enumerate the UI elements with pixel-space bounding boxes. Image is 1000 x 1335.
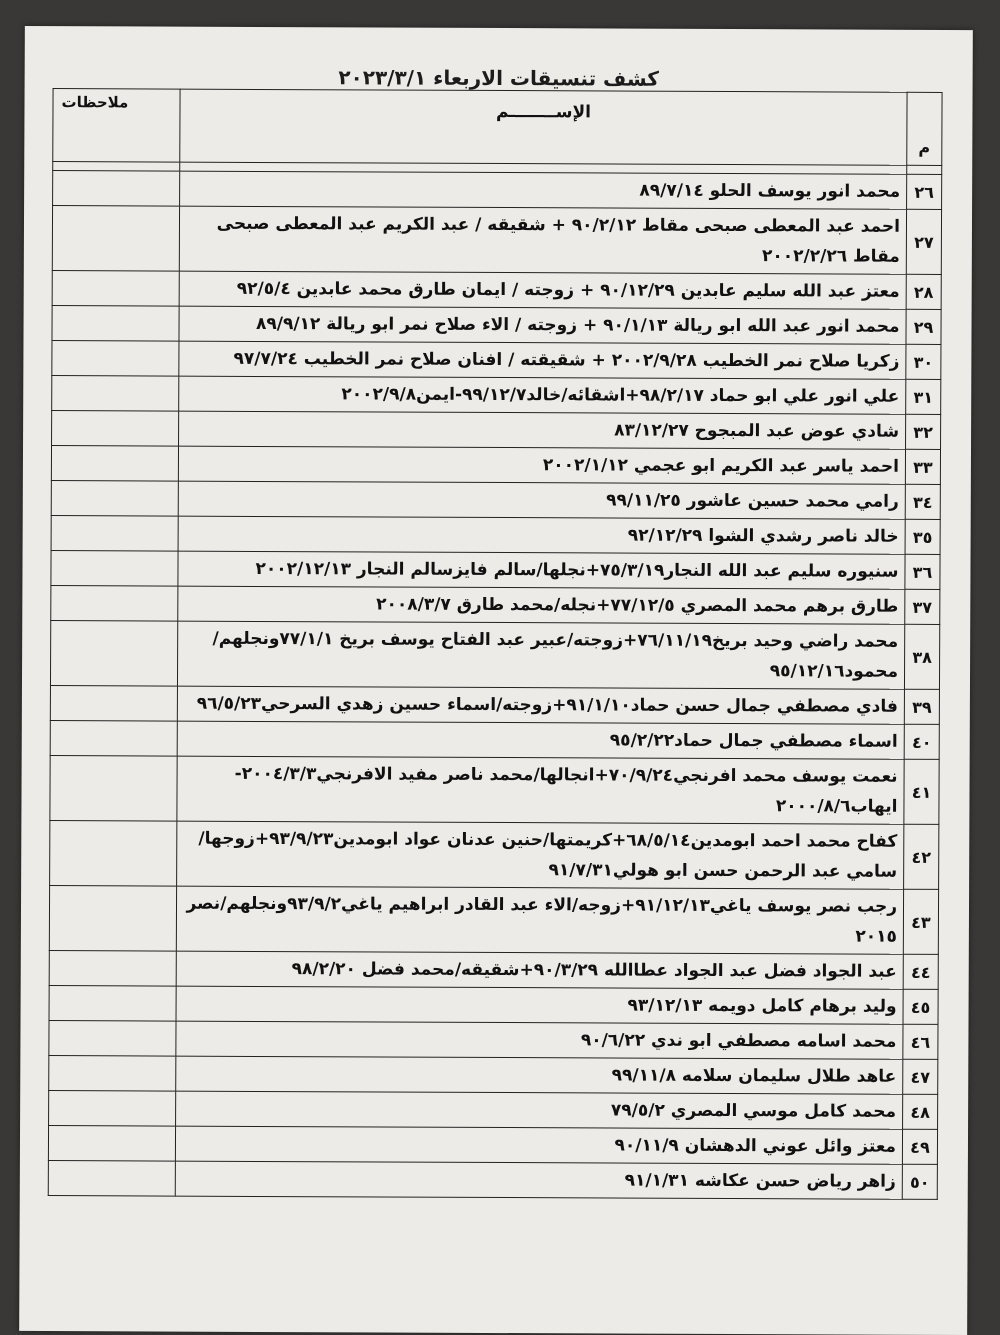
row-notes [51,586,178,622]
row-notes [50,721,177,757]
row-notes [50,686,177,722]
row-name: اسماء مصطفي جمال حماد٩٥/٢/٢٢ [177,721,904,759]
header-number: م [907,92,942,165]
row-number: ٢٧ [906,209,941,274]
row-number: ٥٠ [902,1164,937,1199]
row-name: علي انور علي ابو حماد ٩٨/٢/١٧+اشقائه/خالد٩٩/١٢/٧-ايمن٢٠٠٢/٩/٨ [179,376,906,414]
row-number: ٤٣ [903,889,938,954]
row-name: احمد ياسر عبد الكريم ابو عجمي ٢٠٠٢/١/١٢ [178,446,905,484]
table-row [49,1091,938,1130]
table-row [51,551,940,590]
table-row [49,986,938,1025]
table-row [49,1056,938,1095]
row-number: ٢٨ [906,274,941,309]
table-row [52,411,941,450]
row-name: فادي مصطفي جمال حسن حماد٩١/١/١٠+زوجته/اسماء حسين زهدي السرحي٩٦/٥/٢٣ [177,686,904,724]
row-number: ٤٤ [903,954,938,989]
table-row [52,306,941,345]
row-number: ٣٨ [904,624,939,689]
row-number: ٤٨ [903,1094,938,1129]
table-row [50,621,939,690]
row-number: ٣٤ [905,484,940,519]
row-notes [49,1091,176,1127]
table-row [50,756,939,825]
row-name: طارق برهم محمد المصري ٧٧/١٢/٥+نجله/محمد طارق ٢٠٠٨/٣/٧ [178,586,905,624]
row-notes [49,986,176,1022]
row-name: خالد ناصر رشدي الشوا ٩٢/١٢/٢٩ [178,516,905,554]
row-name: محمد كامل موسي المصري ٧٩/٥/٢ [176,1091,903,1129]
row-number: ٣٠ [906,344,941,379]
table-header-row [53,89,942,166]
row-number: ٢٦ [907,174,942,209]
table-row [53,171,942,210]
row-name: محمد انور يوسف الحلو ٨٩/٧/١٤ [180,171,907,209]
row-notes [49,886,176,952]
row-notes [51,516,178,552]
row-notes [52,306,179,342]
page-title: كشف تنسيقات الاربعاء ٢٠٢٣/٣/١ [338,65,659,91]
row-number: ٣٣ [905,449,940,484]
row-notes [49,1021,176,1057]
row-name: محمد راضي وحيد بريخ٧٦/١١/١٩+زوجته/عبير عبد الفتاح يوسف بريخ ٧٧/١/١ونجلهم/محمود٩٥/١٢/١٦ [177,621,904,689]
row-notes [49,951,176,987]
table-row [49,1021,938,1060]
row-name: معتز عبد الله سليم عابدين ٩٠/١٢/٢٩ + زوجته / ايمان طارق محمد عابدين ٩٢/٥/٤ [179,271,906,309]
row-name: معتز وائل عوني الدهشان ٩٠/١١/٩ [175,1126,902,1164]
table-row [50,721,939,760]
row-number: ٤٦ [903,1024,938,1059]
row-number: ٣٦ [905,554,940,589]
row-name: احمد عبد المعطى صبحى مقاط ٩٠/٢/١٢ + شقيقه / عبد الكريم عبد المعطى صبحى مقاط ٢٠٠٢/٢/٢٦ [179,206,906,274]
table-row [51,481,940,520]
row-name: شادي عوض عبد المبجوح ٨٣/١٢/٢٧ [179,411,906,449]
table-row [52,206,941,275]
row-name: رجب نصر يوسف ياغي٩١/١٢/١٣+زوجه/الاء عبد القادر ابراهيم ياغي٩٣/٩/٢ونجلهم/نصر ٢٠١٥ [176,886,903,954]
row-number: ٤١ [904,759,939,824]
row-notes [52,376,179,412]
table-row [48,1161,937,1200]
row-notes [50,756,177,822]
row-notes [51,481,178,517]
row-notes [48,1161,175,1197]
row-name: زاهر رياض حسن عكاشه ٩١/١/٣١ [175,1161,902,1199]
row-name: سنيوره سليم عبد الله النجار٧٥/٣/١٩+نجلها/سالم فايزسالم النجار ٢٠٠٢/١٢/١٣ [178,551,905,589]
row-number: ٤٧ [903,1059,938,1094]
table-row [51,516,940,555]
table-row [50,821,939,890]
row-number: ٣٧ [905,589,940,624]
paper-sheet [19,26,973,1335]
row-notes [52,206,179,272]
row-number: ٣٢ [906,414,941,449]
row-name: وليد برهام كامل دويمه ٩٣/١٢/١٣ [176,986,903,1024]
table-row [51,586,940,625]
row-number: ٤٥ [903,989,938,1024]
row-number: ٤٠ [904,724,939,759]
table-row [52,271,941,310]
table-row [52,376,941,415]
row-notes [52,341,179,377]
header-name: الإســــــــم [180,89,907,165]
names-table [48,88,943,1200]
row-name: عاهد طلال سليمان سلامه ٩٩/١١/٨ [176,1056,903,1094]
row-notes [51,551,178,587]
row-name: محمد اسامه مصطفي ابو ندي ٩٠/٦/٢٢ [176,1021,903,1059]
row-number: ٤٢ [904,824,939,889]
row-number: ٤٩ [902,1129,937,1164]
row-number: ٢٩ [906,309,941,344]
row-notes [49,1056,176,1092]
row-name: كفاح محمد احمد ابومدين٦٨/٥/١٤+كريمتها/حنين عدنان عواد ابومدين٩٣/٩/٢٣+زوجها/سامي عبد الرحمن حسن ابو هولي٩١/٧/٣١ [177,821,904,889]
row-name: نعمت يوسف محمد افرنجي٧٠/٩/٢٤+انجالها/محمد ناصر مفيد الافرنجي٢٠٠٤/٣/٣-ايهاب٢٠٠٠/٨/٦ [177,756,904,824]
row-notes [52,411,179,447]
table-row [51,446,940,485]
row-name: زكريا صلاح نمر الخطيب ٢٠٠٢/٩/٢٨ + شقيقته / افنان صلاح نمر الخطيب ٩٧/٧/٢٤ [179,341,906,379]
row-notes [50,621,177,687]
row-name: محمد انور عبد الله ابو ريالة ٩٠/١/١٣ + زوجته / الاء صلاح نمر ابو ريالة ٨٩/٩/١٢ [179,306,906,344]
row-notes [51,446,178,482]
row-notes [48,1126,175,1162]
row-number: ٣١ [906,379,941,414]
row-notes [53,171,180,207]
table-row [52,341,941,380]
header-notes: ملاحظات [53,89,180,163]
row-number: ٣٩ [904,689,939,724]
row-notes [52,271,179,307]
table-row [49,951,938,990]
row-name: عبد الجواد فضل عبد الجواد عطاالله ٩٠/٣/٢٩+شقيقه/محمد فضل ٩٨/٢/٢٠ [176,951,903,989]
table-row [48,1126,937,1165]
table-row [49,886,938,955]
row-notes [50,821,177,887]
row-number: ٣٥ [905,519,940,554]
table-row [50,686,939,725]
row-name: رامي محمد حسين عاشور ٩٩/١١/٢٥ [178,481,905,519]
